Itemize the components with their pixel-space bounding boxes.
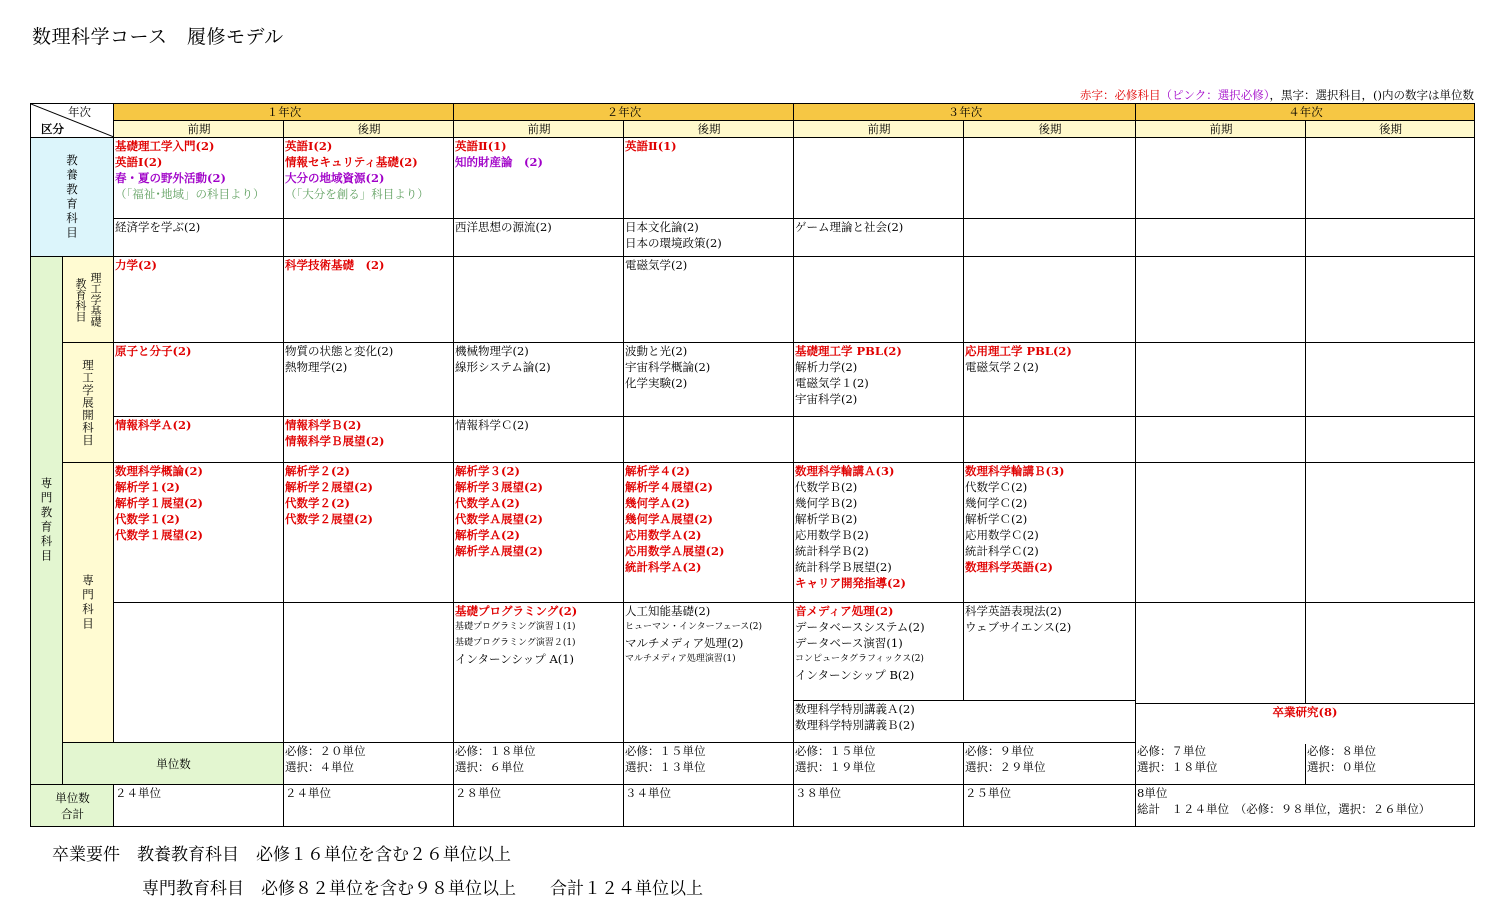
course-item: 機械物理学(2) — [455, 344, 529, 358]
units-label: 単位数 — [63, 743, 284, 785]
course-item: インターンシップ B(2) — [795, 668, 915, 682]
units-cell — [1136, 743, 1306, 785]
course-item: 代数学１展望(2) — [115, 528, 203, 542]
course-cell — [964, 257, 1136, 343]
course-item: 解析学１展望(2) — [115, 496, 203, 510]
course-item: 宇宙科学(2) — [795, 392, 858, 406]
course-item: 解析学２展望(2) — [285, 480, 373, 494]
course-cell — [114, 343, 284, 417]
course-item: 情報科学Ｂ展望(2) — [285, 434, 385, 448]
semester-header: 後期 — [624, 121, 794, 138]
course-item: 応用理工学 PBL(2) — [965, 344, 1072, 358]
course-cell — [624, 138, 794, 219]
course-item: 代数学Ｂ(2) — [795, 480, 858, 494]
kyoyo-bottom-row — [31, 219, 1475, 257]
section-kiso-label-b: 教育科目 — [74, 277, 87, 322]
course-cell — [624, 343, 794, 417]
course-item: 幾何学Ｂ(2) — [795, 496, 858, 510]
course-item: 統計科学Ａ(2) — [625, 560, 702, 574]
course-item: 代数学Ｃ(2) — [965, 480, 1028, 494]
totals-label-a: 単位数 — [55, 790, 90, 805]
course-item: 応用数学Ａ展望(2) — [625, 544, 725, 558]
graduation-req-line2: 専門教育科目 必修８２単位を含む９８単位以上 合計１２４単位以上 — [142, 879, 703, 899]
total-cell: ２４単位 — [284, 785, 454, 827]
course-item: 基礎プログラミング演習１(1) — [455, 622, 576, 632]
grand-total: 総計 １２４単位 （必修：９８単位，選択：２６単位） — [1137, 802, 1431, 816]
course-cell — [114, 219, 284, 257]
course-item: 英語Ⅰ(2) — [285, 139, 333, 153]
totals-label — [31, 785, 114, 827]
course-item: 人工知能基礎(2) — [625, 604, 711, 618]
course-item: 春・夏の野外活動(2) — [115, 171, 226, 185]
kyoyo-top-row — [31, 138, 1475, 219]
section-senmon-kyoiku — [31, 257, 63, 785]
total-year4: 8単位 — [1137, 786, 1168, 800]
total-cell: ２８単位 — [454, 785, 624, 827]
course-item: 幾何学Ａ展望(2) — [625, 512, 713, 526]
course-cell — [794, 257, 964, 343]
course-item: 統計科学Ｃ(2) — [965, 544, 1039, 558]
section-kyoyo-label: 教養教育科目 — [65, 153, 79, 241]
page-title: 数理科学コース 履修モデル — [32, 26, 284, 48]
course-item: 日本文化論(2) — [625, 220, 699, 234]
legend-selective-required: （ピンク：選択必修） — [1160, 88, 1270, 102]
units-required: 必修：７単位 — [1137, 744, 1206, 758]
course-cell — [794, 417, 964, 463]
course-item: コンピュータグラフィックス(2) — [795, 654, 924, 664]
section-kyoyo — [31, 138, 114, 257]
course-item: 代数学２展望(2) — [285, 512, 373, 526]
units-cell — [284, 743, 454, 785]
year-1-header: １年次 — [114, 104, 454, 121]
course-item: マルチメディア処理演習(1) — [625, 654, 736, 664]
course-item: 数理科学特別講義Ａ(2) — [795, 702, 915, 716]
course-item: 電磁気学２(2) — [965, 360, 1039, 374]
course-cell — [964, 138, 1136, 219]
course-cell — [454, 417, 624, 463]
course-item: 解析学３展望(2) — [455, 480, 543, 494]
units-elective: 選択：１３単位 — [625, 760, 706, 774]
section-senmon — [63, 463, 114, 743]
course-item: 解析学Ａ(2) — [455, 528, 520, 542]
course-item: 音メディア処理(2) — [795, 604, 894, 618]
course-item: 数理科学輪講Ｂ(3) — [965, 464, 1065, 478]
course-item: 情報セキュリティ基礎(2) — [285, 155, 418, 169]
course-cell — [284, 463, 454, 603]
course-cell — [624, 417, 794, 463]
course-cell — [1136, 257, 1306, 343]
kiso-row — [31, 257, 1475, 343]
course-cell — [1306, 219, 1475, 257]
course-item: 科学英語表現法(2) — [965, 604, 1062, 618]
semester-header: 後期 — [964, 121, 1136, 138]
course-item: 数理科学特別講義Ｂ(2) — [795, 718, 915, 732]
course-item: 代数学Ａ展望(2) — [455, 512, 543, 526]
course-cell — [454, 219, 624, 257]
course-item: 基礎プログラミング(2) — [455, 604, 578, 618]
units-row — [31, 743, 1475, 785]
course-item: 英語Ⅱ(1) — [455, 139, 507, 153]
course-item: インターンシップ A(1) — [455, 652, 575, 666]
course-cell — [284, 343, 454, 417]
course-item: ヒューマン・インターフェース(2) — [625, 622, 763, 632]
course-item: 統計科学Ｂ(2) — [795, 544, 869, 558]
course-item: 物質の状態と変化(2) — [285, 344, 394, 358]
course-item: （「大分を創る」科目より） — [285, 187, 429, 201]
year-label: 年次 — [68, 105, 91, 119]
course-cell — [964, 603, 1136, 701]
tenkai-bottom-row — [31, 417, 1475, 463]
course-cell — [1306, 138, 1475, 219]
thesis-box — [1135, 703, 1474, 744]
course-item: 応用数学Ｃ(2) — [965, 528, 1039, 542]
course-item: 基礎理工学 PBL(2) — [795, 344, 902, 358]
course-item: 日本の環境政策(2) — [625, 236, 722, 250]
course-item: 解析学Ａ展望(2) — [455, 544, 543, 558]
course-cell — [794, 219, 964, 257]
course-cell — [1136, 138, 1306, 219]
course-item: 統計科学Ｂ展望(2) — [795, 560, 892, 574]
section-kiso-label-a: 理工学基礎 — [89, 272, 102, 327]
course-item: 解析力学(2) — [795, 360, 858, 374]
course-item: データベースシステム(2) — [795, 620, 925, 634]
units-elective: 選択：２９単位 — [965, 760, 1046, 774]
course-cell — [454, 463, 624, 603]
units-cell — [794, 743, 964, 785]
course-cell — [284, 257, 454, 343]
course-item: 数理科学輪講Ａ(3) — [795, 464, 895, 478]
course-item: 応用数学Ａ(2) — [625, 528, 702, 542]
semester-header: 前期 — [114, 121, 284, 138]
section-tenkai — [63, 343, 114, 463]
course-cell — [284, 138, 454, 219]
units-cell — [1306, 743, 1475, 785]
year-4-header: ４年次 — [1136, 104, 1475, 121]
course-item: 英語Ⅰ(2) — [115, 155, 163, 169]
course-item: 英語Ⅱ(1) — [625, 139, 677, 153]
course-item: 基礎プログラミング演習２(1) — [455, 638, 576, 648]
semester-header: 前期 — [1136, 121, 1306, 138]
semester-header: 前期 — [794, 121, 964, 138]
course-cell — [284, 417, 454, 463]
senmon-bottom-row — [31, 603, 1475, 701]
section-senmon-label: 専門科目 — [81, 573, 95, 632]
course-item: 化学実験(2) — [625, 376, 688, 390]
course-cell — [964, 463, 1136, 603]
course-item: ゲーム理論と社会(2) — [795, 220, 904, 234]
course-cell — [624, 219, 794, 257]
course-item: 解析学２(2) — [285, 464, 350, 478]
section-tenkai-label: 理工学展開科目 — [81, 358, 95, 447]
course-item: 代数学Ａ(2) — [455, 496, 520, 510]
total-cell: ２４単位 — [114, 785, 284, 827]
units-required: 必修：９単位 — [965, 744, 1034, 758]
year-2-header: ２年次 — [454, 104, 794, 121]
course-item: 科学技術基礎 (2) — [285, 258, 385, 272]
total-cell: ２５単位 — [964, 785, 1136, 827]
year-header-row — [31, 104, 1475, 121]
course-item: マルチメディア処理(2) — [625, 636, 744, 650]
course-cell — [284, 603, 454, 743]
course-cell — [964, 343, 1136, 417]
course-cell — [1306, 257, 1475, 343]
section-kiso — [63, 257, 114, 343]
course-cell — [1136, 219, 1306, 257]
course-item: 西洋思想の源流(2) — [455, 220, 552, 234]
course-cell — [1306, 417, 1475, 463]
course-cell — [794, 138, 964, 219]
course-item: 知的財産論 (2) — [455, 155, 543, 169]
course-cell — [1306, 343, 1475, 417]
course-item: 情報科学Ａ(2) — [115, 418, 192, 432]
header-corner — [31, 104, 114, 138]
total-cell-year4 — [1136, 785, 1475, 827]
units-elective: 選択：６単位 — [455, 760, 524, 774]
units-required: 必修：１５単位 — [625, 744, 706, 758]
course-item: 経済学を学ぶ(2) — [115, 220, 201, 234]
course-item: 数理科学英語(2) — [965, 560, 1053, 574]
total-cell: ３４単位 — [624, 785, 794, 827]
course-cell — [624, 463, 794, 603]
course-cell — [454, 138, 624, 219]
course-item: 代数学２(2) — [285, 496, 350, 510]
units-required: 必修：２０単位 — [285, 744, 366, 758]
category-label: 区分 — [41, 122, 64, 136]
course-cell — [1136, 343, 1306, 417]
total-cell: ３８単位 — [794, 785, 964, 827]
course-item: 線形システム論(2) — [455, 360, 551, 374]
course-item: キャリア開発指導(2) — [795, 576, 906, 590]
course-item: 電磁気学(2) — [625, 258, 688, 272]
units-elective: 選択：１９単位 — [795, 760, 876, 774]
course-cell — [454, 603, 624, 743]
course-item: 解析学３(2) — [455, 464, 520, 478]
units-cell — [454, 743, 624, 785]
semester-header: 後期 — [1306, 121, 1475, 138]
course-item: 熱物理学(2) — [285, 360, 348, 374]
section-senmon-kyoiku-label: 専門教育科目 — [39, 477, 54, 564]
course-item: 大分の地域資源(2) — [285, 171, 385, 185]
tenkai-top-row — [31, 343, 1475, 417]
course-item: 解析学Ｃ(2) — [965, 512, 1028, 526]
units-cell — [964, 743, 1136, 785]
thesis-label: 卒業研究(8) — [1272, 705, 1338, 719]
legend-rest: ，黒字：選択科目，()内の数字は単位数 — [1269, 88, 1474, 102]
units-required: 必修：１８単位 — [455, 744, 536, 758]
course-item: 幾何学Ｃ(2) — [965, 496, 1028, 510]
senmon-top-row — [31, 463, 1475, 603]
course-cell — [1136, 463, 1306, 603]
course-item: 原子と分子(2) — [115, 344, 192, 358]
course-cell — [1306, 463, 1475, 603]
units-cell — [624, 743, 794, 785]
units-elective: 選択：０単位 — [1307, 760, 1376, 774]
course-cell — [114, 417, 284, 463]
legend-required: 赤字：必修科目 — [1079, 88, 1161, 102]
course-item: 解析学４展望(2) — [625, 480, 713, 494]
course-cell — [964, 219, 1136, 257]
course-cell — [794, 343, 964, 417]
units-elective: 選択：１８単位 — [1137, 760, 1218, 774]
course-item: （「福祉･地域」の科目より） — [115, 187, 265, 201]
special-lecture-cell — [794, 701, 1136, 743]
course-item: 解析学Ｂ(2) — [795, 512, 858, 526]
course-item: 電磁気学１(2) — [795, 376, 869, 390]
course-item: ウェブサイエンス(2) — [965, 620, 1072, 634]
course-item: 応用数学Ｂ(2) — [795, 528, 869, 542]
semester-header-row — [31, 121, 1475, 138]
units-required: 必修：８単位 — [1307, 744, 1376, 758]
totals-row — [31, 785, 1475, 827]
course-cell — [114, 257, 284, 343]
course-cell — [114, 138, 284, 219]
course-item: 数理科学概論(2) — [115, 464, 203, 478]
course-item: データベース演習(1) — [795, 636, 903, 650]
course-cell — [454, 257, 624, 343]
semester-header: 後期 — [284, 121, 454, 138]
course-item: 波動と光(2) — [625, 344, 688, 358]
course-cell — [454, 343, 624, 417]
course-cell — [624, 257, 794, 343]
course-cell — [1136, 417, 1306, 463]
course-item: 力学(2) — [115, 258, 157, 272]
course-cell — [114, 463, 284, 603]
course-cell — [624, 603, 794, 743]
course-cell — [794, 463, 964, 603]
semester-header: 前期 — [454, 121, 624, 138]
course-item: 情報科学Ｃ(2) — [455, 418, 529, 432]
course-cell — [114, 603, 284, 743]
course-cell — [964, 417, 1136, 463]
legend — [1080, 87, 1474, 103]
year-3-header: ３年次 — [794, 104, 1136, 121]
course-item: 幾何学Ａ(2) — [625, 496, 690, 510]
units-elective: 選択：４単位 — [285, 760, 354, 774]
course-cell — [284, 219, 454, 257]
units-required: 必修：１５単位 — [795, 744, 876, 758]
course-item: 解析学１(2) — [115, 480, 180, 494]
course-item: 代数学１(2) — [115, 512, 180, 526]
course-cell — [794, 603, 964, 701]
graduation-req-line1: 卒業要件 教養教育科目 必修１６単位を含む２６単位以上 — [52, 845, 511, 865]
course-item: 宇宙科学概論(2) — [625, 360, 711, 374]
totals-label-b: 合計 — [61, 806, 84, 821]
course-item: 解析学４(2) — [625, 464, 690, 478]
course-item: 情報科学Ｂ(2) — [285, 418, 362, 432]
course-item: 基礎理工学入門(2) — [115, 139, 215, 153]
